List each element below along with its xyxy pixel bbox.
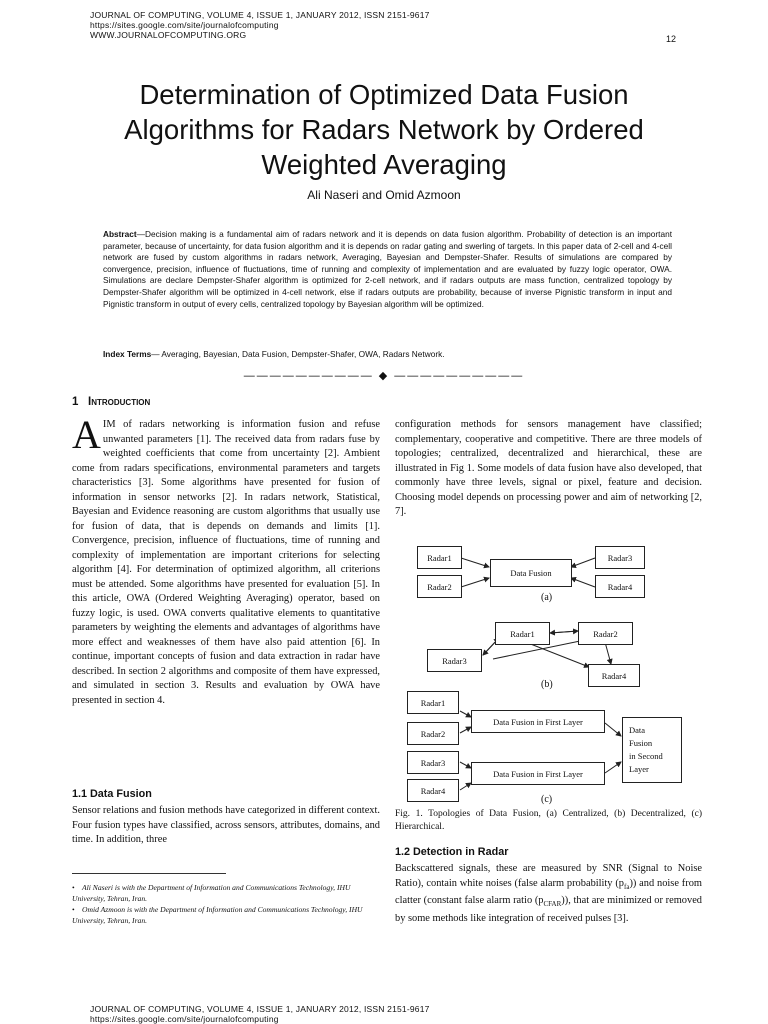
footnote-2-text: Omid Azmoon is with the Department of Information and Communications Technology, IHU University, Tehran, Iran. (72, 905, 363, 925)
arrow-a-radar3 (571, 558, 595, 567)
section-separator: —————————— ◆ —————————— (243, 370, 525, 382)
fig-c-radar3: Radar3 (407, 751, 459, 774)
footnote-rule (72, 873, 226, 874)
footnote-bullet: • (72, 905, 75, 914)
fig-b-radar2: Radar2 (578, 622, 633, 645)
footnote-bullet: • (72, 883, 75, 892)
section-1-title: Introduction (88, 396, 151, 408)
figure-1-caption: Fig. 1. Topologies of Data Fusion, (a) Centralized, (b) Decentralized, (c) Hierarchical. (395, 809, 702, 832)
arrow-a-radar4 (571, 578, 595, 587)
fig-c-label: (c) (541, 794, 553, 805)
fig-b-radar4: Radar4 (588, 664, 640, 687)
index-terms (103, 349, 672, 359)
running-footer (90, 1004, 430, 1024)
intro-first-line: IM of radars networking is information fusion and (102, 419, 348, 430)
fig-b-radar1: Radar1 (495, 622, 550, 645)
arrow-c-radar4 (460, 783, 471, 790)
index-terms-label: Index Terms (103, 349, 152, 359)
detection-text-c: )), that are minimized or removed by some methods like integration of received pulses [3]. (395, 895, 702, 924)
arrow-c-layer1b (605, 762, 621, 773)
abstract-label: Abstract (103, 229, 137, 239)
fig-a-radar3: Radar3 (595, 546, 645, 569)
arrow-a-radar1 (461, 558, 489, 567)
authors: Ali Naseri and Omid Azmoon (307, 188, 461, 202)
arrow-c-radar2 (460, 727, 471, 733)
fig-c-layer2 (622, 717, 682, 783)
arrow-b-2-4 (605, 642, 611, 664)
arrow-c-layer1a (605, 723, 621, 736)
fig-a-radar2: Radar2 (417, 575, 462, 598)
header-site: WWW.JOURNALOFCOMPUTING.ORG (90, 30, 247, 40)
section-1-heading (72, 396, 150, 408)
title-line-1: Determination of Optimized Data Fusion (139, 79, 629, 110)
fig-b-radar3: Radar3 (427, 649, 482, 672)
arrow-c-radar1 (460, 711, 471, 717)
abstract-text: —Decision making is a fundamental aim of radars network and it is depends on data fusion algorithm. Probability of detection is an important parameter, because of uncertainty, for data fusion algorithm and it is depends on radar gating and swerling of targets. In this paper data of 2-cell and 4-cell network are fused by custom algorithms in radars network, Averaging, Bayesian and Dempster-Shafer. Results of simulations are compared by convergence, precision, influence of fluctuations, time of running and complexity of implementation and are evaluated by fuzzy logic operator, OWA. Simulations are declare Dempster-Shafer algorithm is optimized for 2-cell network, and if radars outputs are mass function, centralized topology by Dempster-Shafer algorithm will be optimized in 4-cell network, else if radars outputs are probability, because of inverse Pignistic transform in input and Pignistic transform in output of every cells, centralized topology by Bayesian algorithm will be optimized. (103, 229, 672, 309)
footnote-2 (72, 904, 382, 926)
section-1-1-heading: 1.1 Data Fusion (72, 788, 152, 800)
fig-c-layer2-line2: Fusion (629, 738, 653, 748)
fig-a-label: (a) (541, 592, 553, 603)
title-line-3: Weighted Averaging (261, 149, 507, 180)
figure-1 (395, 540, 705, 810)
header-journal: JOURNAL OF COMPUTING, VOLUME 4, ISSUE 1, JANUARY 2012, ISSN 2151-9617 (90, 10, 430, 20)
subscript-cfar: CFAR (543, 900, 562, 909)
running-header (90, 10, 430, 40)
detection-text-a: Backscattered signals, these are measured by SNR (Signal to Noise Ratio), contain white noises (false alarm probability (p (395, 863, 702, 889)
fig-c-radar1: Radar1 (407, 691, 459, 714)
footer-url: https://sites.google.com/site/journalofcomputing (90, 1014, 279, 1024)
fig-c-layer1-top: Data Fusion in First Layer (471, 710, 605, 733)
fig-a-radar4: Radar4 (595, 575, 645, 598)
paper-title (60, 77, 708, 182)
section-1-2-body (395, 862, 702, 926)
detection-text-b: )) and noise from clatter (constant false alarm ratio (p (395, 877, 702, 907)
right-column-intro: configuration methods for sensors management have classified; complementary, cooperative and competitive. There are three models of topologies; centralized, decentralized and hierarchical, these are illustrated in Fig 1. Some models of data fusion have also developed, that commonly have three levels, signal or pixel, feature and decision. Choosing model depends on processing power and aim of networking [2, 7]. (395, 419, 702, 517)
fig-c-layer2-line1: Data (629, 725, 646, 735)
footer-journal: JOURNAL OF COMPUTING, VOLUME 4, ISSUE 1, JANUARY 2012, ISSN 2151-9617 (90, 1004, 430, 1014)
subscript-fa: fa (623, 882, 630, 891)
fig-c-layer2-line3: in Second (629, 751, 663, 761)
dropcap: A (72, 412, 101, 457)
section-1-1-body: Sensor relations and fusion methods have categorized in different context. Four fusion types have classified, across sensors, attributes, domains, and time. In addition, three (72, 805, 380, 845)
abstract (103, 229, 672, 310)
index-terms-text: — Averaging, Bayesian, Data Fusion, Dempster-Shafer, OWA, Radars Network. (151, 349, 445, 359)
fig-a-data-fusion: Data Fusion (490, 559, 572, 587)
footnote-1 (72, 882, 382, 904)
fig-c-layer1-bottom: Data Fusion in First Layer (471, 762, 605, 785)
footnote-1-text: Ali Naseri is with the Department of Information and Communications Technology, IHU University, Tehran, Iran. (72, 883, 351, 903)
section-1-number: 1 (72, 396, 79, 408)
arrow-b-2-1 (550, 631, 578, 633)
fig-c-layer2-line4: Layer (629, 764, 649, 774)
header-url: https://sites.google.com/site/journalofcomputing (90, 20, 279, 30)
arrow-a-radar2 (461, 578, 489, 587)
intro-paragraph: refuse unwanted parameters [1]. The received data from radars fuse by weighted coefficients that come from uncertainty [2]. Ambient come from radars specifications, environmental parameters and targets characteristics [3]. Some algorithms have presented for fusion of information in sensor networks [2]. In radars network, Statistical, Bayesian and Evidence reasoning are custom algorithms that usually use for fusion of data, that is depends on demands and limits [1]. Convergence, precision, influence of fluctuations, time of running and complexity of implementation are important criterions for selecting algorithm [4]. For determination of optimized algorithm, all criterions must be attended. Some algorithms have presented for evaluation [5]. In this article, OWA (Ordered Weighting Averaging) operator, based on fuzzy logic, is used. OWA converts qualitative elements to quantitative parameters by weighting the elements and advantages of algorithms have more effect and weaknesses of them have also paid attention [6]. In continue, important concepts of fusion and data extraction in radar have described. In section 2 algorithms and composite of them have expressed, and simulated in section 3. Results and evaluation by OWA have presented in section 4. (72, 419, 380, 706)
fig-c-radar4: Radar4 (407, 779, 459, 802)
section-1-2-heading: 1.2 Detection in Radar (395, 846, 509, 858)
section-1-body (72, 412, 380, 708)
arrow-c-radar3 (460, 762, 471, 768)
page-number: 12 (666, 34, 677, 44)
title-line-2: Algorithms for Radars Network by Ordered (124, 114, 644, 145)
footnotes (72, 882, 382, 926)
fig-a-radar1: Radar1 (417, 546, 462, 569)
fig-b-label: (b) (541, 679, 553, 690)
fig-c-radar2: Radar2 (407, 722, 459, 745)
